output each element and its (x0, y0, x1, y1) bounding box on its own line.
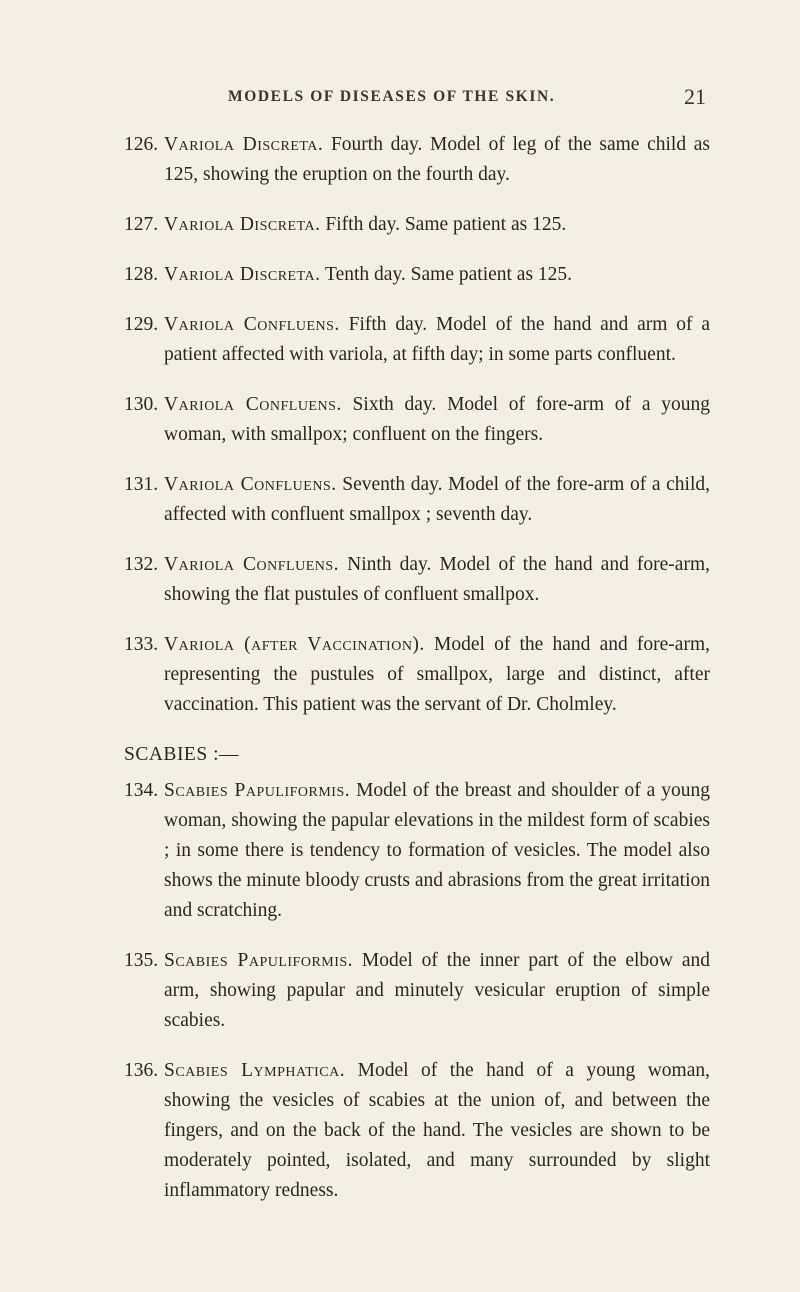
section-heading: SCABIES :— (124, 744, 239, 765)
scabies-entries (0, 776, 800, 1206)
entry-title: Variola Discreta. (164, 134, 324, 155)
entry-title: Variola Confluens. (164, 314, 340, 335)
entry-number: 133. (124, 634, 159, 655)
entry-description: Fifth day. Same patient as 125. (320, 214, 567, 235)
entry-number: 131. (124, 474, 159, 495)
catalogue-entry (0, 130, 710, 190)
catalogue-entry (0, 1056, 710, 1206)
entry-number: 136. (124, 1060, 159, 1081)
catalogue-entry (0, 260, 710, 290)
entry-description: Ninth day. Model of the hand and fore-arm, showing the flat pustules of confluent smallpox. (164, 554, 710, 605)
entry-description: Tenth day. Same patient as 125. (320, 264, 573, 285)
entry-title: Scabies Papuliformis. (164, 950, 354, 971)
entry-description: Model of the hand of a young woman, showing the vesicles of scabies at the union of, and between the fingers, and on the back of the hand. The vesicles are shown to be moderately pointed, isolated, and many surrounded by slight inflammatory redness. (164, 1060, 711, 1201)
entry-number: 134. (124, 780, 159, 801)
entry-title: Scabies Lymphatica. (164, 1060, 346, 1081)
entry-title: Variola Confluens. (164, 474, 337, 495)
entry-number: 130. (124, 394, 159, 415)
entry-number: 135. (124, 950, 159, 971)
catalogue-entry (0, 630, 710, 720)
entry-description: Seventh day. Model of the fore-arm of a child, affected with confluent smallpox ; seventh day. (164, 474, 711, 525)
entry-description: Model of the breast and shoulder of a young woman, showing the papular elevations in the mildest form of scabies ; in some there is tendency to formation of vesicles. The model also shows the minute bloody crusts and abrasions from the great irritation and scratching. (164, 780, 711, 921)
entry-number: 126. (124, 134, 159, 155)
entry-title: Scabies Papuliformis. (164, 780, 351, 801)
page-header (0, 84, 800, 114)
entry-number: 129. (124, 314, 159, 335)
entry-title: Variola Discreta. (164, 264, 321, 285)
catalogue-entry (0, 470, 710, 530)
entry-title: Variola (after Vaccination). (164, 634, 425, 655)
variola-entries (0, 130, 800, 720)
entry-description: Fourth day. Model of leg of the same child as 125, showing the eruption on the fourth day. (164, 134, 710, 185)
catalogue-entry (0, 310, 710, 370)
entry-number: 132. (124, 554, 159, 575)
running-title: MODELS OF DISEASES OF THE SKIN. (228, 88, 556, 105)
catalogue-entry (0, 946, 710, 1036)
entry-title: Variola Discreta. (164, 214, 321, 235)
catalogue-entry (0, 390, 710, 450)
catalogue-entry (0, 776, 710, 926)
catalogue-entry (0, 210, 710, 240)
entry-description: Model of the hand and fore-arm, representing the pustules of smallpox, large and distinct, after vaccination. This patient was the servant of Dr. Cholmley. (164, 634, 710, 715)
page-number: 21 (684, 84, 706, 109)
catalogue-entry (0, 550, 710, 610)
entry-description: Model of the inner part of the elbow and arm, showing papular and minutely vesicular eruption of simple scabies. (164, 950, 710, 1031)
entry-number: 127. (124, 214, 159, 235)
entry-number: 128. (124, 264, 159, 285)
entry-description: Fifth day. Model of the hand and arm of a patient affected with variola, at fifth day; in some parts confluent. (164, 314, 710, 365)
entry-description: Sixth day. Model of fore-arm of a young woman, with smallpox; confluent on the fingers. (164, 394, 711, 445)
entry-title: Variola Confluens. (164, 554, 340, 575)
entry-title: Variola Confluens. (164, 394, 342, 415)
page-content (0, 130, 800, 1226)
